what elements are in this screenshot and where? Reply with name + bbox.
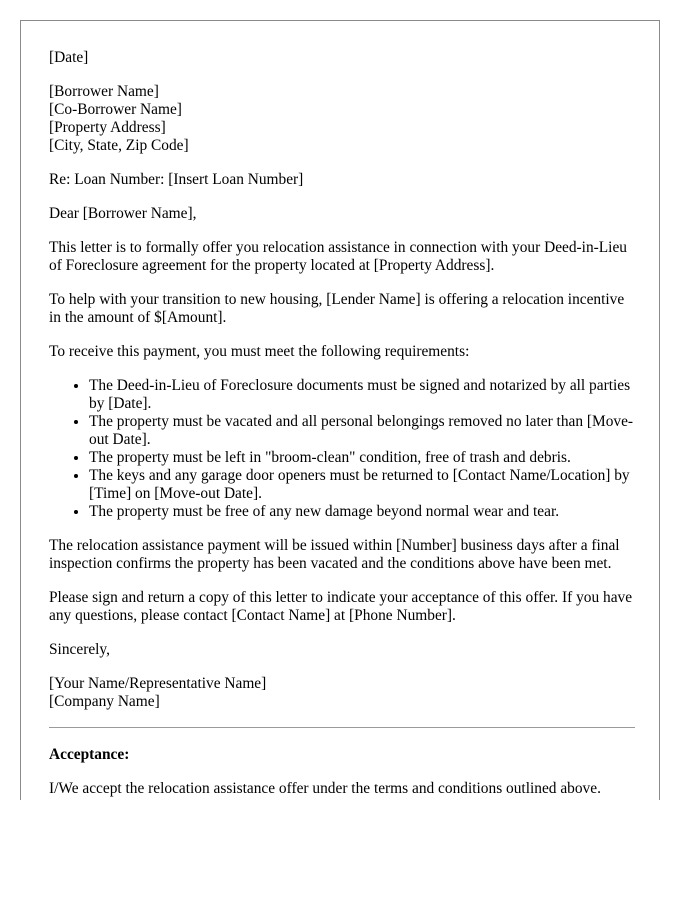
paragraph-requirements-intro: To receive this payment, you must meet the following requirements: [49,343,470,360]
requirements-list [49,377,635,521]
list-item: • The property must be vacated and all personal belongings removed no later than [Move-out Date]. [89,413,635,449]
city-state-zip: [City, State, Zip Code] [49,137,189,154]
divider [49,727,635,728]
property-address: [Property Address] [49,119,166,136]
paragraph-offer: This letter is to formally offer you relocation assistance in connection with your Deed-in-Lieu of Foreclosure agreement for the property located at [Property Address]. [49,239,627,274]
recipient-block [49,83,635,155]
letter-content [49,49,635,800]
closing: Sincerely, [49,641,110,658]
letter-page [20,20,660,800]
list-item: • The keys and any garage door openers must be returned to [Contact Name/Location] by [Time] on [Move-out Date]. [89,467,635,503]
list-item: • The property must be free of any new damage beyond normal wear and tear. [89,503,635,521]
paragraph-incentive: To help with your transition to new housing, [Lender Name] is offering a relocation incentive in the amount of $[Amount]. [49,291,625,326]
salutation: Dear [Borrower Name], [49,205,197,222]
list-item: • The property must be left in "broom-clean" condition, free of trash and debris. [89,449,635,467]
co-borrower-name: [Co-Borrower Name] [49,101,182,118]
paragraph-payment: The relocation assistance payment will be issued within [Number] business days after a final inspection confirms the property has been vacated and the conditions above have been met. [49,537,620,572]
list-item: • The Deed-in-Lieu of Foreclosure documents must be signed and notarized by all parties by [Date]. [89,377,635,413]
company-name: [Company Name] [49,693,160,710]
re-line: Re: Loan Number: [Insert Loan Number] [49,171,304,188]
signer-name: [Your Name/Representative Name] [49,675,267,692]
letter-date: [Date] [49,49,89,66]
signature-block [49,675,635,711]
paragraph-sign-return: Please sign and return a copy of this letter to indicate your acceptance of this offer. If you have any questions, please contact [Contact Name] at [Phone Number]. [49,589,633,624]
acceptance-title: Acceptance: [49,746,130,763]
borrower-name: [Borrower Name] [49,83,159,100]
acceptance-text: I/We accept the relocation assistance offer under the terms and conditions outlined above. [49,780,601,797]
